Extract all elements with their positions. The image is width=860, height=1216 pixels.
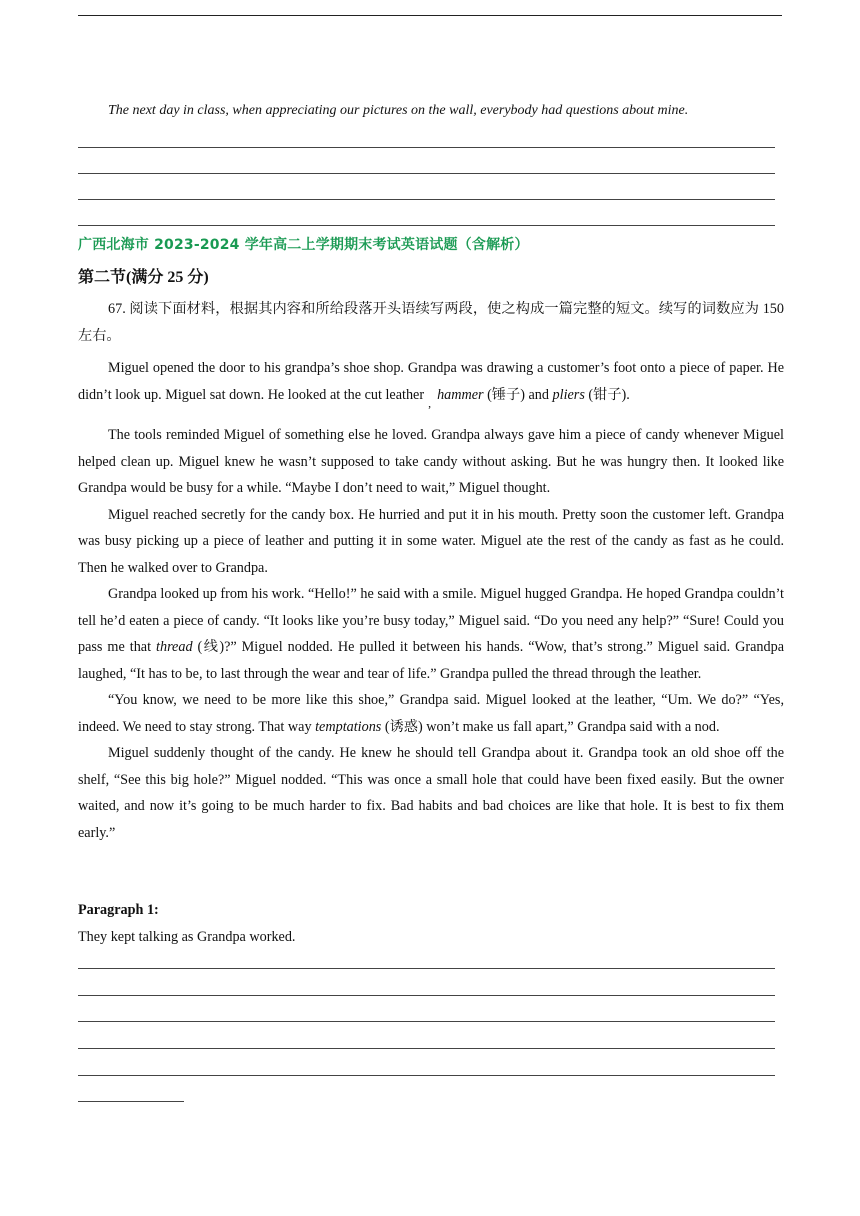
story-paragraph: Miguel suddenly thought of the candy. He knew he should tell Grandpa about it. Grandpa took an old shoe off the shelf, “See this big hole?” Miguel nodded. “This was once a small hole that could have been fixed easily. But the owner waited, and now it’s going to be much harder to fix. Bad habits and bad choices are like that hole. It is best to fix them early.”: [78, 745, 784, 841]
story-italic-term: thread: [156, 639, 193, 655]
instructions-text: 67. 阅读下面材料，根据其内容和所给段落开头语续写两段，使之构成一篇完整的短文。续写的词数应为 150 左右。: [78, 301, 784, 344]
task-instructions: [78, 296, 784, 349]
answer-line: [78, 968, 775, 969]
answer-line: [78, 1021, 775, 1022]
answer-line: [78, 199, 775, 200]
previous-task-start-sentence: The next day in class, when appreciating our pictures on the wall, everybody had questions about mine.: [108, 103, 689, 118]
answer-line: [78, 173, 775, 174]
answer-line-short: [78, 1101, 184, 1102]
story-italic-term: temptations: [315, 718, 382, 735]
story-paragraph: Miguel reached secretly for the candy box. He hurried and put it in his mouth. Pretty soon the customer left. Grandpa was busy picking up a piece of leather and putting it in some water. Miguel ate the rest of the candy as fast as he could. Then he walked over to Grandpa.: [78, 506, 784, 576]
story-text: [78, 355, 784, 846]
answer-line: [78, 147, 775, 148]
story-paragraph: [78, 355, 784, 408]
story-text-segment: “You know, we need to be more like this shoe,” Grandpa said. Miguel looked at the leather, “Um. We do?” “Yes, indeed. We need to stay strong. That way: [78, 692, 784, 735]
story-paragraph: [78, 687, 784, 740]
exam-source-title: 广西北海市 2023-2024 学年高二上学期期末考试英语试题（含解析）: [78, 237, 529, 253]
story-paragraph: The tools reminded Miguel of something else he loved. Grandpa always gave him a piece of candy whenever Miguel helped clean up. Miguel knew he wasn’t supposed to take candy without asking. But he was hungry then. It looked like Grandpa would be busy for a while. “Maybe I don’t need to wait,” Miguel thought.: [78, 427, 784, 496]
answer-line: [78, 995, 775, 996]
story-text-segment: (锤子) and: [483, 386, 553, 403]
story-text-segment: (钳子).: [584, 386, 630, 403]
story-text-segment: (线)?” Miguel nodded. He pulled it between his hands. “Wow, that’s strong.” Miguel said. Grandpa laughed, “It has to be, to last through the wear and tear of life.” Grandpa pulled the thread through the leather.: [78, 639, 784, 682]
section-title: 第二节(满分 25 分): [78, 269, 209, 286]
story-text-segment: Miguel opened the door to his grandpa’s shoe shop. Grandpa was drawing a customer’s foot onto a piece of paper. He didn’t look up. Miguel sat down. He looked at the cut leather: [78, 360, 784, 403]
answer-line: [78, 1048, 775, 1049]
paragraph1-start: They kept talking as Grandpa worked.: [78, 929, 296, 945]
story-text-segment: ,: [428, 395, 432, 410]
story-paragraph: [78, 581, 784, 687]
top-divider: [78, 15, 782, 16]
answer-line: [78, 1075, 775, 1076]
paragraph-label: Paragraph 1:: [78, 902, 159, 918]
story-italic-term: pliers: [552, 386, 585, 403]
story-italic-term: hammer: [437, 386, 484, 403]
paragraph1-label: [78, 902, 159, 919]
story-text-segment: (诱惑) won’t make us fall apart,” Grandpa said with a nod.: [381, 718, 720, 735]
story-text-segment: Grandpa looked up from his work. “Hello!” he said with a smile. Miguel hugged Grandpa. He hoped Grandpa couldn’t tell he’d eaten a piece of candy. “It looks like you’re busy today,” Miguel said. “Do you need any help?” “Sure! Could you pass me that: [78, 586, 784, 655]
answer-line: [78, 225, 775, 226]
